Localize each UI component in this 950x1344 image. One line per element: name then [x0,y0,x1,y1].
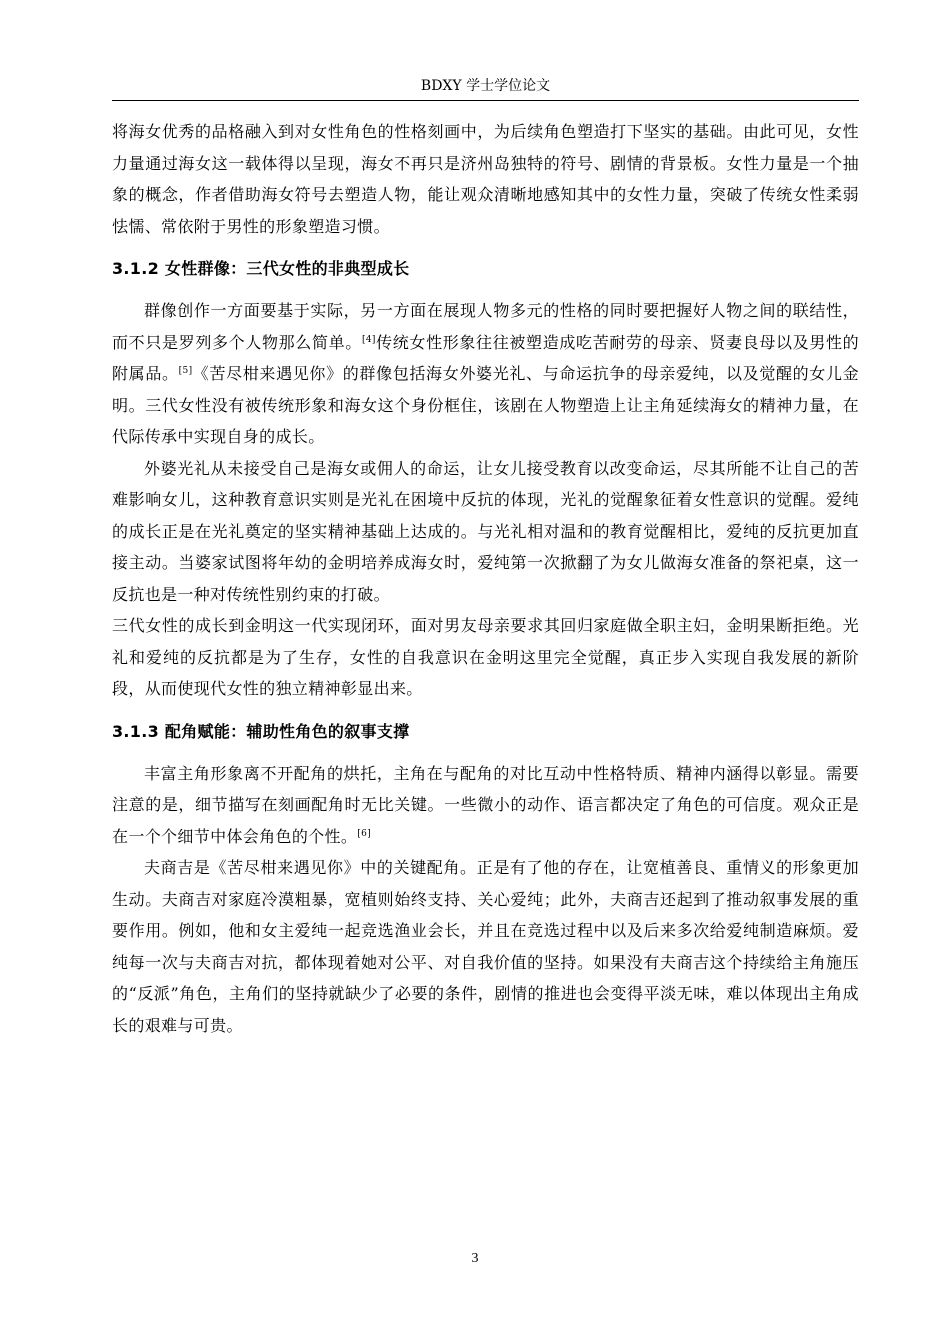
page-number: 3 [471,1251,479,1266]
paragraph-supporting-roles [112,758,859,853]
paragraph-text: 丰富主角形象离不开配角的烘托，主角在与配角的对比互动中性格特质、精神内涵得以彰显。需要注意的是，细节描写在刻画配角时无比关键。一些微小的动作、语言都决定了角色的可信度。观众正是在一个个细节中体会角色的个性。 [112,763,859,846]
section-heading-3-1-3: 3.1.3 配角赋能：辅助性角色的叙事支撑 [112,721,410,741]
section-heading-3-1-2: 3.1.2 女性群像：三代女性的非典型成长 [112,259,410,278]
citation-ref-5: [5] [178,366,193,376]
paragraph-fu-shangji: 夫商吉是《苦尽柑来遇见你》中的关键配角。正是有了他的存在，让宽植善良、重情义的形象更加生动。夫商吉对家庭冷漠粗暴，宽植则始终支持、关心爱纯；此外，夫商吉还起到了推动叙事发展的重要作用。例如，他和女主爱纯一起竞选渔业会长，并且在竞选过程中以及后来多次给爱纯制造麻烦。爱纯每一次与夫商吉对抗，都体现着她对公平、对自我价值的坚持。如果没有夫商吉这个持续给主角施压的“反派”角色，主角们的坚持就缺少了必要的条件，剧情的推进也会变得平淡无味，难以体现出主角成长的艰难与可贵。 [112,858,859,1035]
paragraph-text: 传统女性形象往往被塑造成吃苦耐劳的母亲、贤妻良母以及男性的附属品。 [112,332,859,383]
body-text [112,116,859,1041]
citation-ref-4: [4] [361,334,376,345]
paragraph-text: 群像创作一方面要基于实际，另一方面在展现人物多元的性格的同时要把握好人物之间的联结性，而不只是罗列多个人物那么简单。 [112,301,859,352]
paragraph-continued: 将海女优秀的品格融入到对女性角色的性格刻画中，为后续角色塑造打下坚实的基础。由此可见，女性力量通过海女这一载体得以呈现，海女不再只是济州岛独特的符号、剧情的背景板。女性力量是一个抽象的概念，作者借助海女符号去塑造人物，能让观众清晰地感知其中的女性力量，突破了传统女性柔弱怯懦、常依附于男性的形象塑造习惯。 [112,122,859,236]
paragraph-three-generations: 三代女性的成长到金明这一代实现闭环，面对男友母亲要求其回归家庭做全职主妇，金明果断拒绝。光礼和爱纯的反抗都是为了生存，女性的自我意识在金明这里完全觉醒，真正步入实现自我发展的新阶段，从而使现代女性的独立精神彰显出来。 [112,616,859,698]
paragraph-group-portrait-intro [112,295,859,453]
citation-ref-6: [6] [357,828,372,839]
header-divider [112,100,859,101]
paragraph-grandmother-mother: 外婆光礼从未接受自己是海女或佣人的命运，让女儿接受教育以改变命运，尽其所能不让自己的苦难影响女儿，这种教育意识实则是光礼在困境中反抗的体现，光礼的觉醒象征着女性意识的觉醒。爱纯的成长正是在光礼奠定的坚实精神基础上达成的。与光礼相对温和的教育觉醒相比，爱纯的反抗更加直接主动。当婆家试图将年幼的金明培养成海女时，爱纯第一次掀翻了为女儿做海女准备的祭祀桌，这一反抗也是一种对传统性别约束的打破。 [112,458,859,604]
paragraph-text: 《苦尽柑来遇见你》的群像包括海女外婆光礼、与命运抗争的母亲爱纯，以及觉醒的女儿金明。三代女性没有被传统形象和海女这个身份框住，该剧在人物塑造上让主角延续海女的精神力量，在代际传承中实现自身的成长。 [112,364,859,446]
running-header: BDXY 学士学位论文 [420,78,551,94]
